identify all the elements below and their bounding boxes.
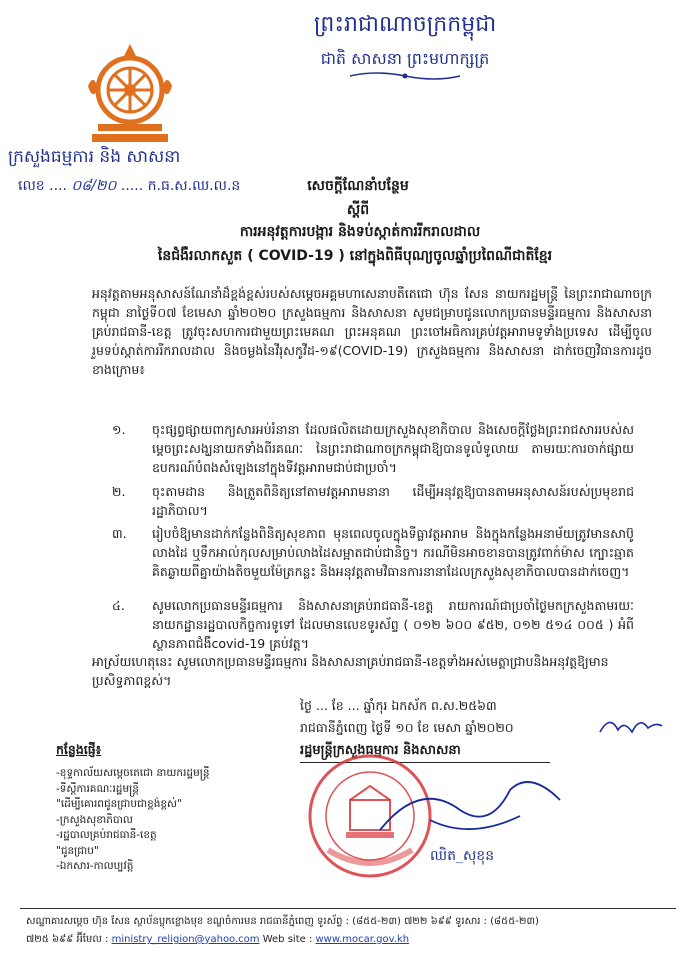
subject-line-1: ការអនុវត្តការបង្ការ និងទប់ស្កាត់ការរីករាលដាល	[239, 224, 481, 240]
reference-line: លេខ .... ០៨/២០ ..... ក.ធ.ស.ឈ.ល.ន	[18, 178, 241, 194]
solar-date: រាជធានីភ្នំពេញ ថ្ងៃទី ១០ ខែ មេសា ឆ្នាំ២០២០	[300, 720, 514, 735]
list-item	[92, 482, 652, 522]
item-text: រៀបចំឱ្យមានដាក់កន្លែងពិនិត្យសុខភាព មុនពេលចូលក្នុងទីធ្លាវត្តអារាម និងក្នុងកន្លែងអនាម័យត្រូវមានសាប៊ូលាងដៃ ឬទឹកអាល់កុលសម្រាប់លាងដៃសម្អាតជាប់ជានិច្ច។ ករណីមិនអាចខានបានត្រូវពាក់ម៉ាស ក្បោះឆ្មាតគិតឆ្ងាយពីគ្នាយ៉ាងតិចមួយម៉ែត្រកន្លះ និងអនុវត្តតាមវិធានការនានាដែលក្រសួងសុខាភិបាលបានដាក់ចេញ។	[152, 526, 634, 579]
cc-item: -រដ្ឋបាលគ្រប់រាជធានី-ខេត្ត	[56, 829, 157, 841]
cc-list	[56, 766, 296, 875]
signer-title: រដ្ឋមន្ត្រីក្រសួងធម្មការ និងសាសនា	[300, 743, 461, 758]
about-label: ស្តីពី	[346, 202, 370, 218]
subject-line-2: នៃជំងឺរលាកសួត ( COVID-19 ) នៅក្នុងពិធីបុណ្យចូលឆ្នាំប្រពៃណីជាតិខ្មែរ	[157, 248, 553, 264]
footer-email-link[interactable]: ministry_religion@yahoo.com	[111, 934, 260, 945]
item-number: ១.	[112, 422, 126, 437]
reference-code: ក.ធ.ស.ឈ.ល.ន	[147, 178, 241, 194]
item-text: ចុះផ្សព្វផ្សាយពាក្យសារអប់រំនានា ដែលផលិតដោយក្រសួងសុខាភិបាល និងសេចក្តីថ្លែងព្រះរាជសាររបស់សម្តេចព្រះសង្ឃនាយកទាំងពីរគណៈ នៃព្រះរាជាណាចក្រកម្ពុជាឱ្យបានទូលំទូលាយ តាមរយៈការចាក់ផ្សាយឧបករណ៍បំពងសំឡេងនៅក្នុងទីវត្តអារាមជាប់ជាប្រចាំ។	[152, 422, 634, 475]
lunar-date: ថ្ងៃ ... ខែ ... ឆ្នាំកុរ ឯកស័ក ព.ស.២៥៦៣	[300, 698, 497, 713]
intro-paragraph: អនុវត្តតាមអនុសាសន៍ណែនាំដ៏ខ្ពង់ខ្ពស់របស់សម្តេចអគ្គមហាសេនាបតីតេជោ ហ៊ុន សែន នាយករដ្ឋមន្ត្រី នៃព្រះរាជាណាចក្រកម្ពុជា នាថ្ងៃទី០៧ ខែមេសា ឆ្នាំ២០២០ ក្រសួងធម្មការ និងសាសនា សូមជម្រាបជូនលោកប្រធានមន្ទីរធម្មការ និងសាសនាគ្រប់រាជធានី-ខេត្ត ត្រូវចុះសហការជាមួយព្រះមេគណ ព្រះអនុគណ ព្រះចៅអធិការគ្រប់វត្តអារាមទូទាំងប្រទេស ដើម្បីចូលរួមទប់ស្កាត់ការរីករាលដាល និងចម្លងនៃវីរុសកូវីដ-១៩(COVID-19) ក្រសួងធម្មការ និងសាសនា ដាក់ចេញវិធានការដូចខាងក្រោម៖	[92, 286, 652, 377]
reference-number: ០៨/២០	[71, 178, 117, 194]
cc-item: -ឯកសារ-កាលប្បវត្តិ	[56, 860, 134, 872]
kingdom-title: ព្រះរាជាណាចក្រកម្ពុជា	[313, 12, 497, 37]
list-item	[92, 420, 652, 480]
item-number: ៣.	[112, 526, 127, 541]
item-text: សូមលោកប្រធានមន្ទីរធម្មការ និងសាសនាគ្រប់រាជធានី-ខេត្ត រាយការណ៍ជាប្រចាំថ្ងៃមកក្រសួងតាមរយៈនាយកដ្ឋានរដ្ឋបាលកិច្ចការទូទៅ ដែលមានលេខទូរស័ព្ទ ( ០១២ ៦០០ ៩៥២, ០១២ ៥១៤ ០០៥ ) អំពីស្ថានភាពជំងឺcovid-19 គ្រប់វត្ត។	[152, 598, 634, 651]
cc-item: "ដើម្បីគោរពជូនជ្រាបជាខ្ពង់ខ្ពស់"	[56, 798, 182, 810]
ministry-emblem-icon	[84, 42, 176, 146]
footer-website-link[interactable]: www.mocar.gov.kh	[315, 934, 410, 945]
signer-name: ឈិត_សុខុន	[430, 848, 495, 864]
cc-item: "ជូនជ្រាប"	[56, 844, 99, 857]
cc-item: -ទីស្តីការគណៈរដ្ឋមន្ត្រី	[56, 782, 139, 795]
cc-label: កន្លែងផ្ញើ៖	[56, 742, 102, 757]
cc-item: -ខុទ្ទកាល័យសម្តេចតេជោ នាយករដ្ឋមន្ត្រី	[56, 767, 210, 779]
footer-address: សណ្ឋាគារសម្តេច ហ៊ុន សែន ស្ថាប័នប្លុកខ្លោងមុខ ខណ្ឌចំការមន រាជធានីភ្នំពេញ ទូរស័ព្ទ : (៨៥៥-២៣) ៧២២ ៦៩៩ ទូរសារ : (៨៥៥-២៣)	[26, 916, 539, 927]
footer-web-label: Web site :	[259, 934, 316, 945]
footer-contacts	[26, 932, 676, 947]
header-ornament	[345, 70, 465, 82]
initial-signature	[596, 712, 666, 738]
document-type: សេចក្តីណែនាំបន្ថែម	[307, 178, 409, 194]
closing-paragraph: អាស្រ័យហេតុនេះ សូមលោកប្រធានមន្ទីរធម្មការ និងសាសនាគ្រប់រាជធានី-ខេត្តទាំងអស់មេត្តាជ្រាបនិងអនុវត្តឱ្យមានប្រសិទ្ធភាពខ្ពស់។	[92, 654, 609, 688]
list-item	[92, 524, 652, 600]
national-motto: ជាតិ សាសនា ព្រះមហាក្សត្រ	[320, 49, 490, 68]
item-number: ៤.	[112, 598, 125, 613]
list-item	[92, 596, 652, 652]
minister-signature	[360, 770, 570, 844]
reference-label: លេខ	[18, 178, 45, 194]
item-text: ចុះតាមដាន និងត្រួតពិនិត្យនៅតាមវត្តអារាមនានា ដើម្បីអនុវត្តឱ្យបានតាមអនុសាសន៍របស់ប្រមុខរាជរដ្ឋាភិបាល។	[152, 484, 634, 518]
cc-item: -ក្រសួងសុខាភិបាល	[56, 813, 133, 826]
ministry-name: ក្រសួងធម្មការ និង សាសនា	[8, 147, 181, 167]
footer-divider	[20, 908, 676, 909]
footer-fax: ៧២៥ ៦៩៩ អ៊ីមែល :	[26, 934, 112, 945]
item-number: ២.	[112, 484, 126, 499]
